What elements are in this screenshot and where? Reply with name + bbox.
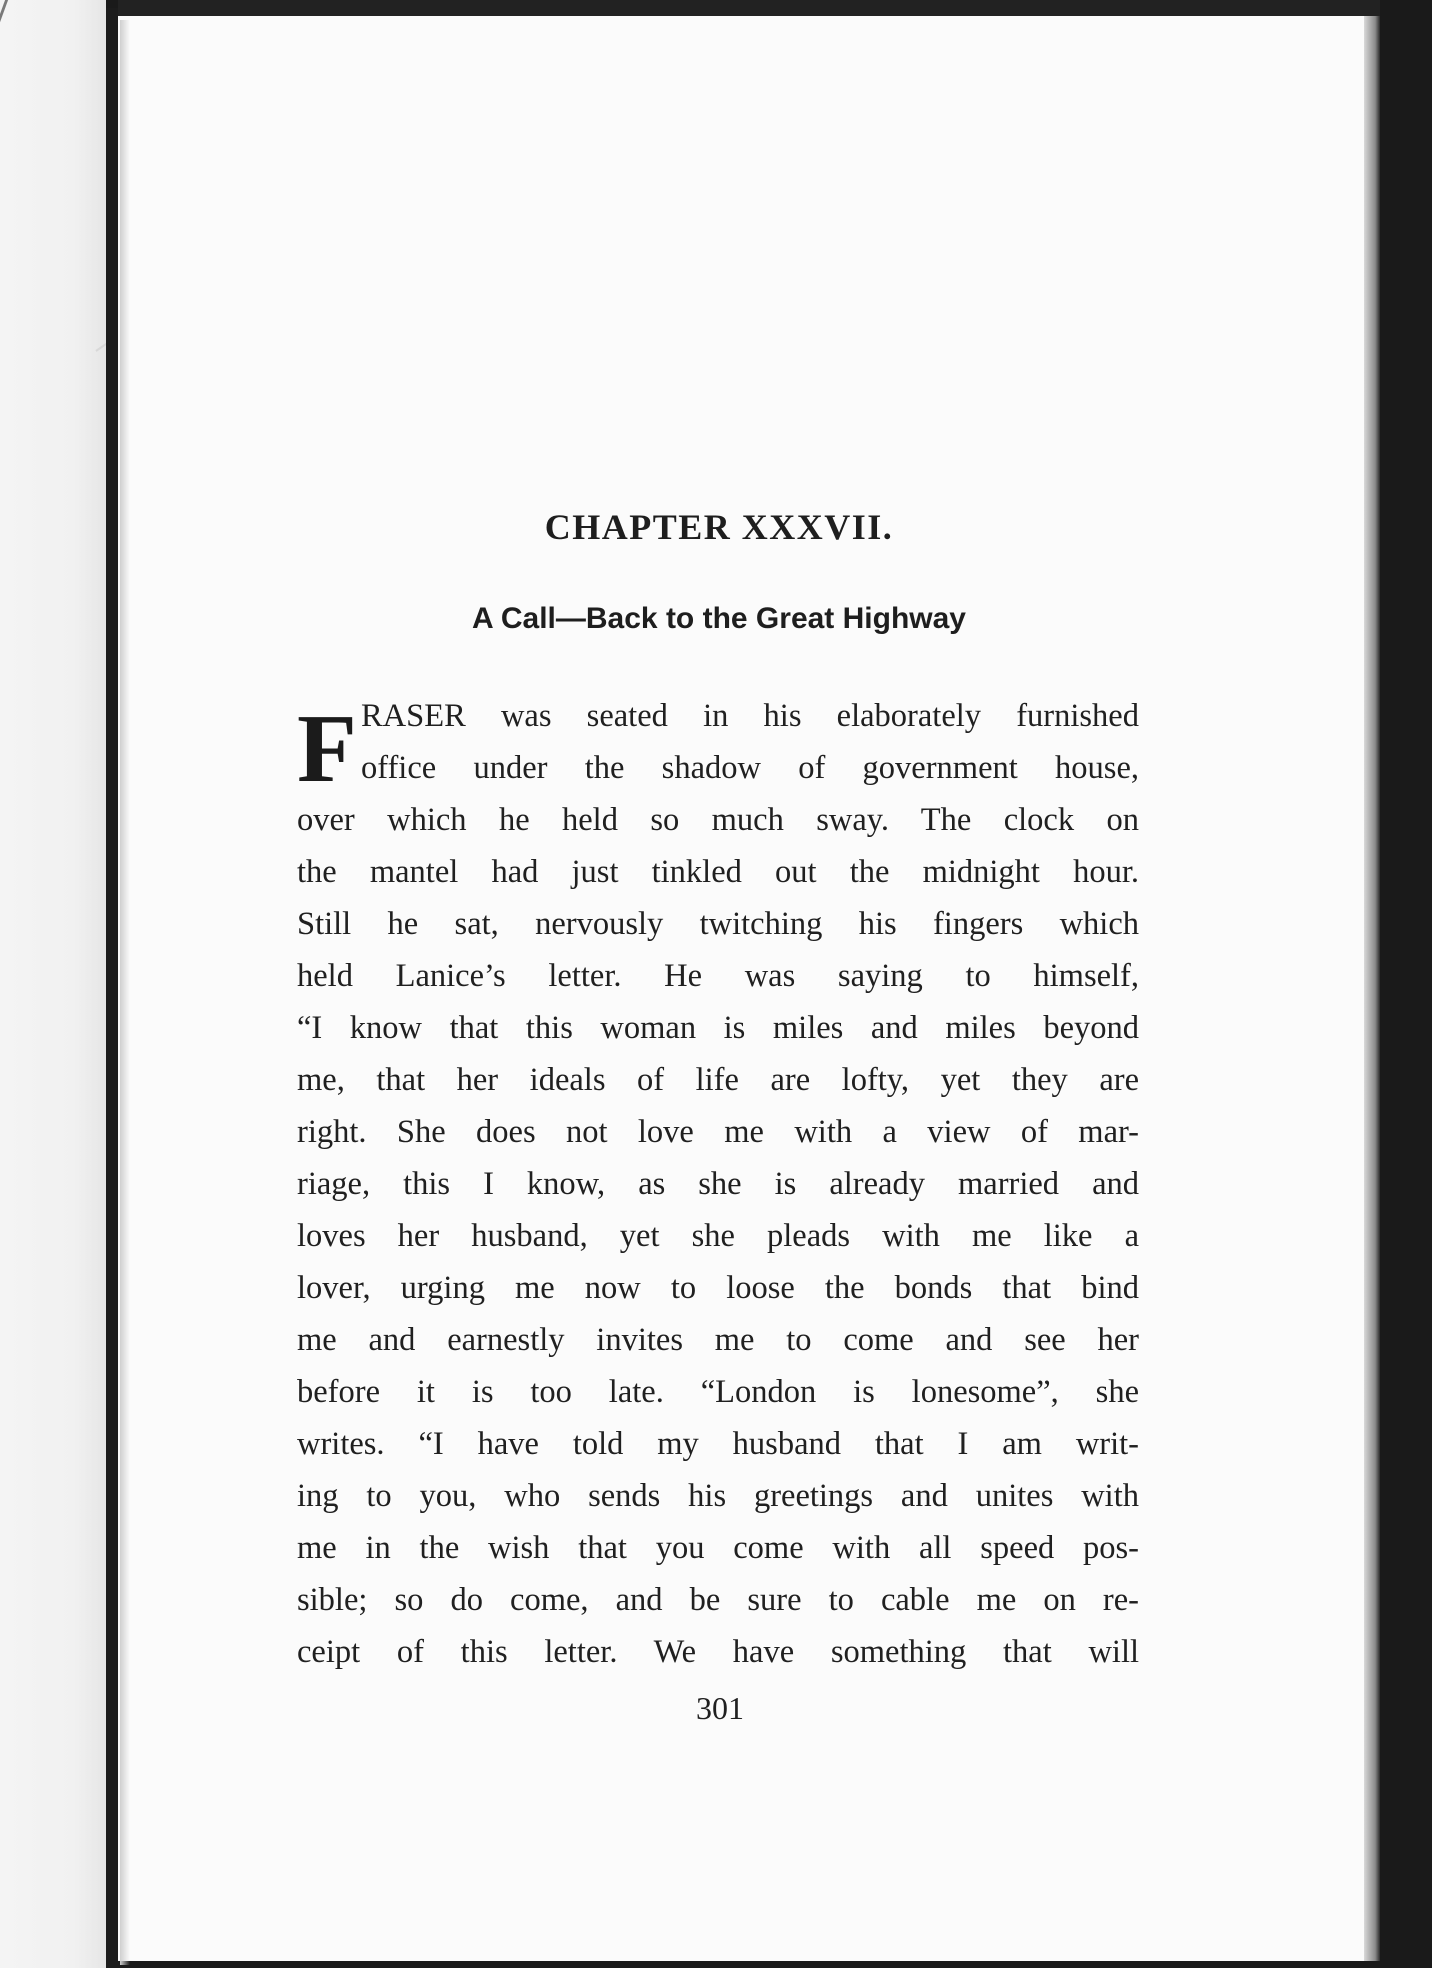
text-line: me and earnestly invites me to come and see her bbox=[297, 1322, 1139, 1358]
text-line: held Lanice’s letter. He was saying to himself, bbox=[297, 958, 1139, 994]
text-line: loves her husband, yet she pleads with me like a bbox=[297, 1218, 1139, 1254]
text-line: sible; so do come, and be sure to cable me on re- bbox=[297, 1582, 1139, 1618]
text-line: lover, urging me now to loose the bonds that bind bbox=[297, 1270, 1139, 1306]
text-line: RASER was seated in his elaborately furnished bbox=[361, 698, 1139, 734]
gutter-shadow bbox=[120, 20, 130, 1965]
chapter-subtitle: A Call—Back to the Great Highway bbox=[471, 602, 966, 635]
drop-cap: F bbox=[297, 695, 357, 803]
text-line: Still he sat, nervously twitching his fingers which bbox=[297, 906, 1139, 942]
text-line: ceipt of this letter. We have something that will bbox=[297, 1634, 1139, 1670]
text-line: before it is too late. “London is lonesome”, she bbox=[297, 1374, 1139, 1410]
text-line: the mantel had just tinkled out the midnight hour. bbox=[297, 854, 1139, 890]
text-line: “I know that this woman is miles and miles beyond bbox=[297, 1010, 1139, 1046]
text-line: right. She does not love me with a view of mar- bbox=[297, 1114, 1139, 1150]
text-line: me, that her ideals of life are lofty, yet they are bbox=[297, 1062, 1139, 1098]
page-edge-mark bbox=[0, 0, 22, 28]
text-line: office under the shadow of government house, bbox=[361, 750, 1139, 786]
right-page-edge bbox=[1364, 16, 1380, 1961]
page-number: 301 bbox=[696, 1690, 744, 1726]
text-line: riage, this I know, as she is already married and bbox=[297, 1166, 1139, 1202]
text-line: over which he held so much sway. The clock on bbox=[297, 802, 1139, 838]
chapter-title: CHAPTER XXXVII. bbox=[544, 507, 894, 547]
chapter-body bbox=[297, 690, 1139, 1678]
text-line: ing to you, who sends his greetings and unites with bbox=[297, 1478, 1139, 1514]
top-page-edge bbox=[118, 0, 1380, 16]
left-facing-page bbox=[0, 0, 106, 1968]
text-line: me in the wish that you come with all speed pos- bbox=[297, 1530, 1139, 1566]
text-line: writes. “I have told my husband that I am writ- bbox=[297, 1426, 1139, 1462]
